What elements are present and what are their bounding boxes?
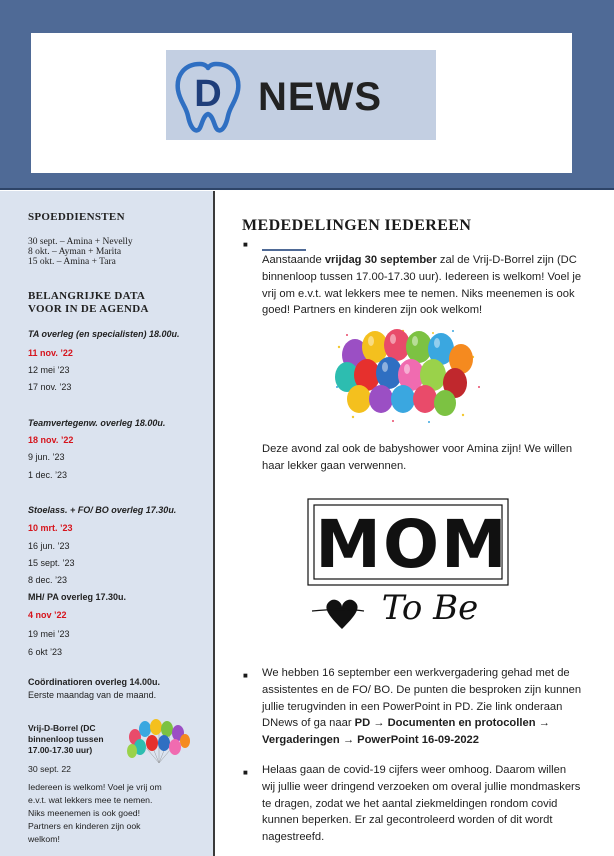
- logo-area: [166, 50, 436, 140]
- meeting-date: 18 nov. ’22: [28, 435, 74, 445]
- borrel-text: welkom!: [28, 834, 60, 844]
- borrel-title: binnenloop tussen: [28, 734, 104, 744]
- meeting-title: MH/ PA overleg 17.30u.: [28, 592, 127, 602]
- meeting-date: 15 sept. ’23: [28, 558, 75, 568]
- main-content: [217, 191, 614, 856]
- section-title: MEDEDELINGEN IEDEREEN: [242, 217, 472, 234]
- borrel-text: e.v.t. wat lekkers mee te nemen.: [28, 795, 153, 805]
- bullet-icon: ■: [243, 671, 248, 680]
- meeting-date: 1 dec. ’23: [28, 470, 68, 480]
- header-panel: [31, 33, 572, 173]
- announcement-borrel: Aanstaande vrijdag 30 september zal de Vrij-D-Borrel zijn (DC binnenloop tussen 17.00-17.30 uur). Iedereen is welkom! Voel je vrij om e.v.t. wat lekkers mee te nemen. Niks meenemen is ook goed! Partners en kinderen zijn ook welkom!: [262, 254, 582, 317]
- meeting-date: 6 okt ’23: [28, 647, 63, 657]
- meeting-date: 16 jun. ’23: [28, 541, 70, 551]
- borrel-title: Vrij-D-Borrel (DC: [28, 723, 96, 733]
- borrel-text: Iedereen is welkom! Voel je vrij om: [28, 782, 162, 792]
- to-be-text: To Be: [381, 588, 479, 628]
- balloons-image: [333, 327, 483, 425]
- meeting-date: 4 nov ’22: [28, 610, 67, 620]
- tooth-logo-icon: [170, 54, 432, 136]
- meeting-date: 11 nov. ’22: [28, 348, 73, 358]
- meeting-title: Stoelass. + FO/ BO overleg 17.30u.: [28, 505, 177, 515]
- bullet-icon: ■: [243, 768, 248, 777]
- announcement-werkvergadering: We hebben 16 september een werkvergadering gehad met de assistentes en de FO/ BO. De punten die besproken zijn kunnen jullie terugvinden in een PowerPoint in PD. Zie link onderaan DNews of ga naar PD → Documenten en protocollen → Vergaderingen → PowerPoint 16-09-2022: [262, 667, 582, 747]
- meeting-date: 17 nov. ’23: [28, 382, 72, 392]
- meeting-date: 9 jun. ’23: [28, 452, 65, 462]
- dnews-logo: [166, 50, 436, 140]
- sidebar: [0, 191, 215, 856]
- announcement-babyshower: Deze avond zal ook de babyshower voor Amina zijn! We willen haar lekker gaan verwennen.: [262, 443, 573, 472]
- spoeddiensten-heading: SPOEDDIENSTEN: [28, 211, 125, 223]
- logo-word: NEWS: [258, 75, 382, 119]
- balloons-small-image: [125, 719, 193, 765]
- spoed-line: 15 okt. – Amina + Tara: [28, 257, 116, 267]
- meeting-title: Teamvertegenw. overleg 18.00u.: [28, 418, 166, 428]
- title-underline: [262, 249, 306, 251]
- mom-to-be-image: [302, 491, 522, 651]
- data-heading-1: BELANGRIJKE DATA: [28, 290, 146, 302]
- coordinatoren-title: Coördinatioren overleg 14.00u.: [28, 677, 161, 687]
- spoed-line: 8 okt. – Ayman + Marita: [28, 247, 122, 257]
- meeting-date: 8 dec. ’23: [28, 575, 68, 585]
- meeting-date: 12 mei ’23: [28, 365, 70, 375]
- borrel-title: 17.00-17.30 uur): [28, 745, 93, 755]
- data-heading-2: VOOR IN DE AGENDA: [28, 303, 149, 315]
- meeting-title: TA overleg (en specialisten) 18.00u.: [28, 329, 180, 339]
- meeting-date: 10 mrt. ’23: [28, 523, 73, 533]
- svg-text:D: D: [194, 73, 222, 115]
- announcement-covid: Helaas gaan de covid-19 cijfers weer omhoog. Daarom willen wij jullie weer dringend verzoeken om overal jullie mondmaskers te dragen, zodat we het aantal ziekmeldingen rondom covid kunnen beperken. Er zal gecontroleerd worden of dit wordt nagestreefd.: [262, 764, 581, 844]
- mom-text: MOM: [315, 506, 509, 583]
- borrel-text: Niks meenemen is ook goed!: [28, 808, 141, 818]
- borrel-text: Partners en kinderen zijn ook: [28, 821, 141, 831]
- heart-icon: [326, 600, 357, 629]
- bullet-icon: ■: [243, 240, 248, 249]
- spoed-line: 30 sept. – Amina + Nevelly: [28, 237, 133, 247]
- meeting-date: 19 mei ’23: [28, 629, 70, 639]
- borrel-date: 30 sept. 22: [28, 764, 71, 774]
- header-banner: [0, 0, 614, 190]
- coordinatoren-text: Eerste maandag van de maand.: [28, 690, 157, 700]
